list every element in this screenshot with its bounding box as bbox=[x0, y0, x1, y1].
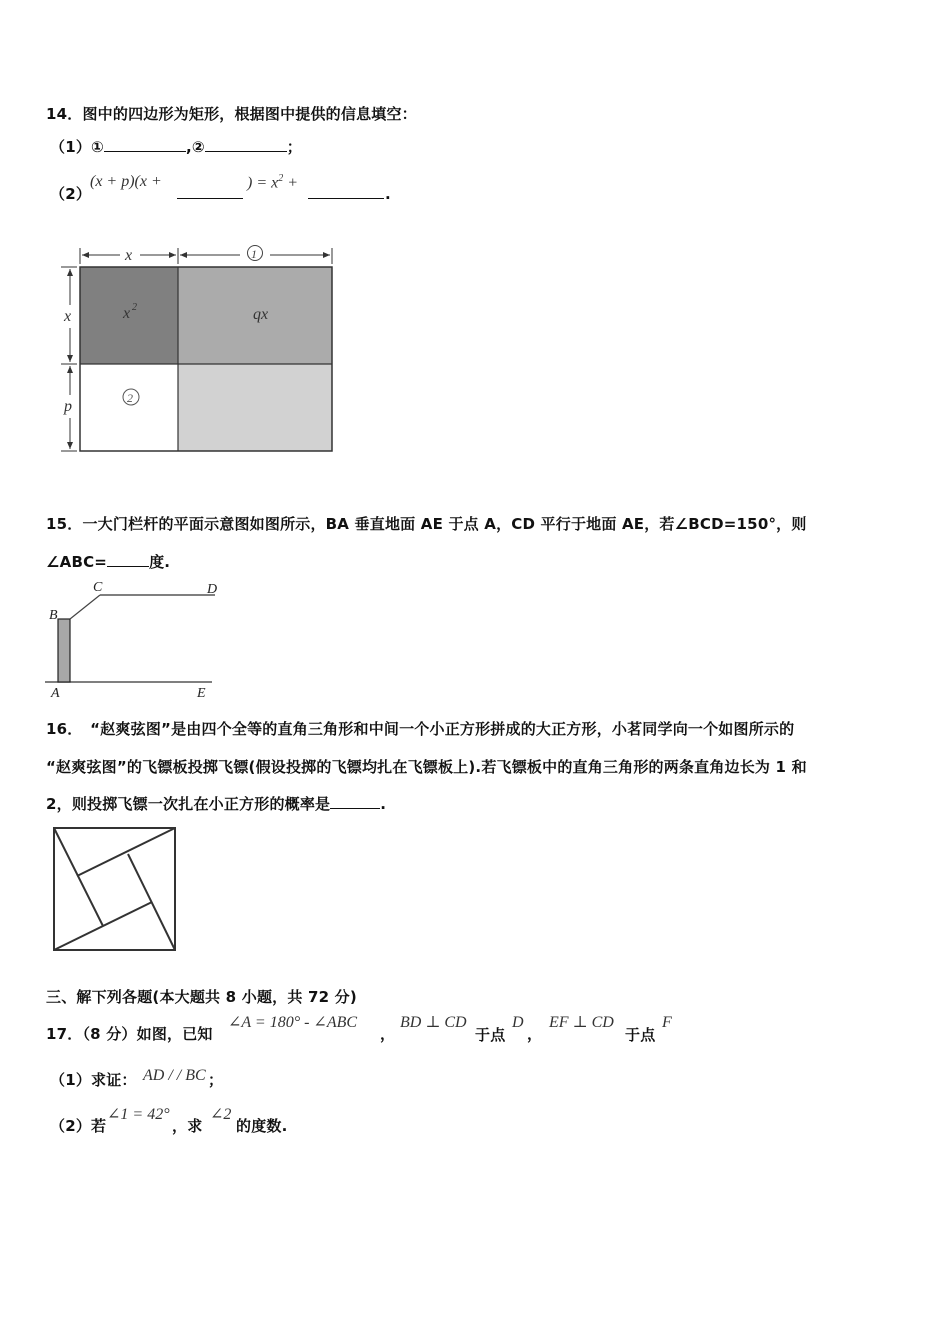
cell-light bbox=[178, 364, 332, 451]
q16-zhao-shuang-figure bbox=[48, 823, 180, 955]
label-left-x: x bbox=[64, 308, 72, 325]
q17-at-point1: 于点 bbox=[475, 1026, 506, 1044]
q14-blank2[interactable] bbox=[205, 137, 287, 152]
svg-text:C: C bbox=[93, 580, 103, 595]
q14-blank1[interactable] bbox=[104, 137, 186, 152]
q15-line2 bbox=[46, 551, 170, 572]
q14-circle2: ② bbox=[191, 138, 205, 156]
q17-part2-prefix: （2）若 bbox=[50, 1117, 107, 1135]
q17-part1-expr: AD / / BC bbox=[143, 1067, 206, 1084]
q15-line2-prefix: ∠ABC= bbox=[46, 553, 108, 571]
q17-cond1: ∠A = 180° - ∠ABC bbox=[228, 1014, 358, 1031]
q14-part1 bbox=[50, 136, 302, 157]
q14-circle1: ① bbox=[91, 138, 104, 156]
q17-part2-expr2: ∠2 bbox=[210, 1106, 232, 1123]
svg-text:2: 2 bbox=[132, 302, 137, 313]
q14-blank3[interactable] bbox=[177, 184, 243, 199]
q17-cond3: EF ⊥ CD bbox=[549, 1014, 614, 1031]
cell-2 bbox=[80, 364, 178, 451]
q14-comma: , bbox=[185, 138, 192, 156]
q14-part1-label: （1） bbox=[50, 138, 92, 156]
q14-period: . bbox=[385, 185, 391, 203]
q17-pt1: D bbox=[512, 1014, 524, 1031]
svg-text:qx: qx bbox=[253, 306, 269, 323]
q16-line2: “赵爽弦图”的飞镖板投掷飞镖(假设投掷的飞镖均扎在飞镖板上).若飞镖板中的直角三角形的两条直角边长为 1 和 bbox=[46, 758, 807, 776]
svg-text:2: 2 bbox=[127, 391, 133, 405]
q16-line1: 16． “赵爽弦图”是由四个全等的直角三角形和中间一个小正方形拼成的大正方形，小茗同学向一个如图所示的 bbox=[46, 720, 795, 738]
q17-at-point2: 于点 bbox=[625, 1026, 656, 1044]
svg-text:x: x bbox=[123, 305, 131, 322]
q17-pt2: F bbox=[662, 1014, 672, 1031]
svg-text:D: D bbox=[207, 582, 218, 597]
q14-rectangle-figure bbox=[55, 240, 345, 460]
q14-part2-label: （2） bbox=[50, 185, 92, 203]
svg-text:B: B bbox=[49, 608, 58, 623]
q14-title: 14．图中的四边形为矩形，根据图中提供的信息填空： bbox=[46, 105, 417, 123]
q14-expr-left: (x + p)(x + bbox=[90, 173, 162, 190]
q14-semicolon: ； bbox=[286, 138, 302, 156]
q17-part2-suffix: 的度数. bbox=[236, 1117, 288, 1135]
q16-line3-prefix: 2，则投掷飞镖一次扎在小正方形的概率是 bbox=[46, 795, 331, 813]
q15-gate-figure bbox=[40, 575, 230, 700]
q15-line1: 15．一大门栏杆的平面示意图如图所示，BA 垂直地面 AE 于点 A，CD 平行于地面 AE，若∠BCD=150°，则 bbox=[46, 515, 807, 533]
q17-comma1: ， bbox=[380, 1025, 396, 1043]
q14-expr-mid: ) = $x^2$ + bbox=[247, 173, 299, 192]
q16-blank[interactable] bbox=[330, 794, 380, 809]
q17-comma2: ， bbox=[527, 1025, 543, 1043]
q14-blank4[interactable] bbox=[308, 184, 384, 199]
q17-part2-expr1: ∠1 = 42° bbox=[107, 1106, 170, 1123]
q17-part1-prefix: （1）求证： bbox=[50, 1071, 137, 1089]
q17-prefix: 17．（8 分）如图，已知 bbox=[46, 1025, 213, 1043]
q15-line2-suffix: 度. bbox=[149, 553, 171, 571]
q16-line3 bbox=[46, 793, 386, 814]
q15-blank[interactable] bbox=[107, 552, 149, 567]
q17-cond2: BD ⊥ CD bbox=[400, 1014, 467, 1031]
svg-text:A: A bbox=[51, 686, 60, 700]
label-left-p: p bbox=[64, 398, 72, 415]
svg-text:1: 1 bbox=[251, 247, 257, 261]
q17-part1-suffix: ； bbox=[208, 1071, 224, 1089]
section3-heading: 三、解下列各题(本大题共 8 小题，共 72 分) bbox=[46, 988, 357, 1006]
svg-text:E: E bbox=[197, 686, 206, 700]
q17-part2-mid: ，求 bbox=[172, 1117, 203, 1135]
q16-line3-suffix: . bbox=[380, 795, 387, 813]
label-top-x: x bbox=[125, 247, 133, 264]
q17-part1 bbox=[50, 1069, 137, 1090]
